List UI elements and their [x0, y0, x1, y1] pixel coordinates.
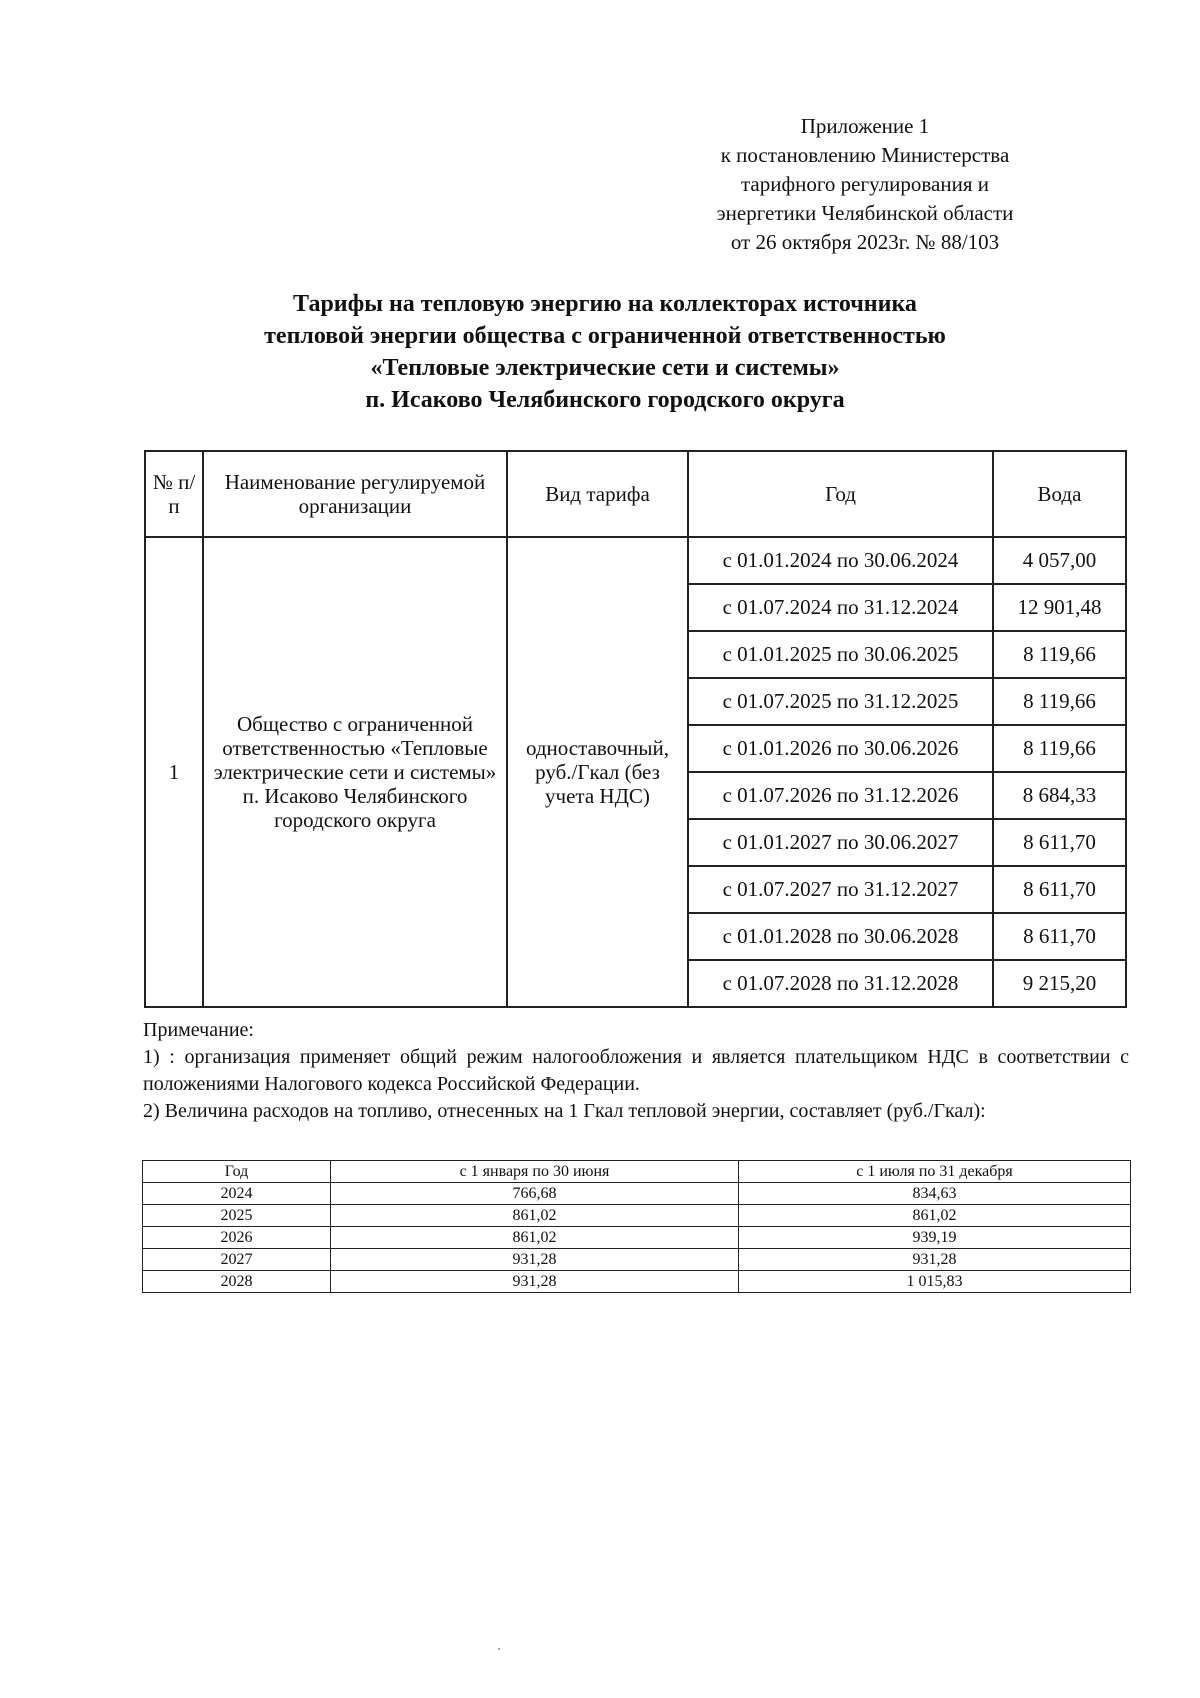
period-cell: с 01.01.2027 по 30.06.2027 — [688, 819, 993, 866]
appendix-line: энергетики Челябинской области — [716, 201, 1014, 225]
header-org: Наименование регулируемой организации — [203, 451, 507, 537]
header-period: Год — [688, 451, 993, 537]
appendix-line: от 26 октября 2023г. № 88/103 — [730, 230, 1000, 254]
period-cell: с 01.07.2028 по 31.12.2028 — [688, 960, 993, 1007]
period-cell: с 01.01.2028 по 30.06.2028 — [688, 913, 993, 960]
period-cell: с 01.07.2024 по 31.12.2024 — [688, 584, 993, 631]
title-line: Тарифы на тепловую энергию на коллекторах источника — [293, 291, 917, 317]
organization-name: Общество с ограниченной ответственностью «Тепловые электрические сети и системы» п. Исаково Челябинского городского округа — [203, 537, 507, 1007]
period-cell: с 01.01.2025 по 30.06.2025 — [688, 631, 993, 678]
appendix-block — [675, 112, 1055, 257]
period-cell: с 01.01.2024 по 30.06.2024 — [688, 537, 993, 584]
table-row — [145, 537, 1126, 584]
fuel-first-half-cell: 931,28 — [331, 1271, 739, 1293]
water-tariff-cell: 9 215,20 — [993, 960, 1126, 1007]
table-row — [143, 1271, 1131, 1293]
appendix-line: тарифного регулирования и — [741, 172, 989, 196]
fuel-year-cell: 2028 — [143, 1271, 331, 1293]
fuel-year-cell: 2024 — [143, 1183, 331, 1205]
title-line: «Тепловые электрические сети и системы» — [370, 355, 840, 381]
note-1: 1) : организация применяет общий режим налогообложения и является плательщиком НДС в соответствии с положениями Налогового кодекса Российской Федерации. — [143, 1046, 1129, 1095]
row-number: 1 — [145, 537, 203, 1007]
fuel-second-half-cell: 939,19 — [739, 1227, 1131, 1249]
fuel-year-cell: 2025 — [143, 1205, 331, 1227]
notes-heading: Примечание: — [143, 1019, 254, 1041]
tariff-table — [144, 450, 1127, 1008]
fuel-first-half-cell: 766,68 — [331, 1183, 739, 1205]
water-tariff-cell: 4 057,00 — [993, 537, 1126, 584]
header-water: Вода — [993, 451, 1126, 537]
fuel-second-half-cell: 861,02 — [739, 1205, 1131, 1227]
table-row — [143, 1205, 1131, 1227]
water-tariff-cell: 8 611,70 — [993, 819, 1126, 866]
table-row — [143, 1249, 1131, 1271]
period-cell: с 01.07.2027 по 31.12.2027 — [688, 866, 993, 913]
water-tariff-cell: 8 611,70 — [993, 866, 1126, 913]
fuel-header-second-half: с 1 июля по 31 декабря — [739, 1161, 1131, 1183]
tariff-type: одноставочный, руб./Гкал (без учета НДС) — [507, 537, 688, 1007]
fuel-second-half-cell: 834,63 — [739, 1183, 1131, 1205]
table-row — [143, 1227, 1131, 1249]
period-cell: с 01.07.2026 по 31.12.2026 — [688, 772, 993, 819]
table-row — [143, 1183, 1131, 1205]
fuel-first-half-cell: 861,02 — [331, 1227, 739, 1249]
title-line: п. Исаково Челябинского городского округа — [365, 387, 845, 413]
note-2: 2) Величина расходов на топливо, отнесенных на 1 Гкал тепловой энергии, составляет (руб./Гкал): — [143, 1100, 986, 1122]
notes-block — [143, 1017, 1129, 1125]
water-tariff-cell: 8 684,33 — [993, 772, 1126, 819]
document-title — [130, 288, 1080, 416]
appendix-line: Приложение 1 — [800, 114, 930, 138]
fuel-first-half-cell: 861,02 — [331, 1205, 739, 1227]
fuel-second-half-cell: 1 015,83 — [739, 1271, 1131, 1293]
appendix-line: к постановлению Министерства — [720, 143, 1010, 167]
tariff-header-row — [145, 451, 1126, 537]
fuel-cost-table — [142, 1160, 1131, 1293]
fuel-year-cell: 2027 — [143, 1249, 331, 1271]
fuel-year-cell: 2026 — [143, 1227, 331, 1249]
water-tariff-cell: 8 119,66 — [993, 631, 1126, 678]
header-num: № п/п — [145, 451, 203, 537]
water-tariff-cell: 8 611,70 — [993, 913, 1126, 960]
fuel-header-row — [143, 1161, 1131, 1183]
period-cell: с 01.01.2026 по 30.06.2026 — [688, 725, 993, 772]
fuel-header-year: Год — [143, 1161, 331, 1183]
fuel-second-half-cell: 931,28 — [739, 1249, 1131, 1271]
fuel-first-half-cell: 931,28 — [331, 1249, 739, 1271]
scan-speck — [498, 1648, 500, 1650]
fuel-header-first-half: с 1 января по 30 июня — [331, 1161, 739, 1183]
period-cell: с 01.07.2025 по 31.12.2025 — [688, 678, 993, 725]
water-tariff-cell: 8 119,66 — [993, 725, 1126, 772]
water-tariff-cell: 8 119,66 — [993, 678, 1126, 725]
water-tariff-cell: 12 901,48 — [993, 584, 1126, 631]
title-line: тепловой энергии общества с ограниченной ответственностью — [264, 323, 946, 349]
header-type: Вид тарифа — [507, 451, 688, 537]
